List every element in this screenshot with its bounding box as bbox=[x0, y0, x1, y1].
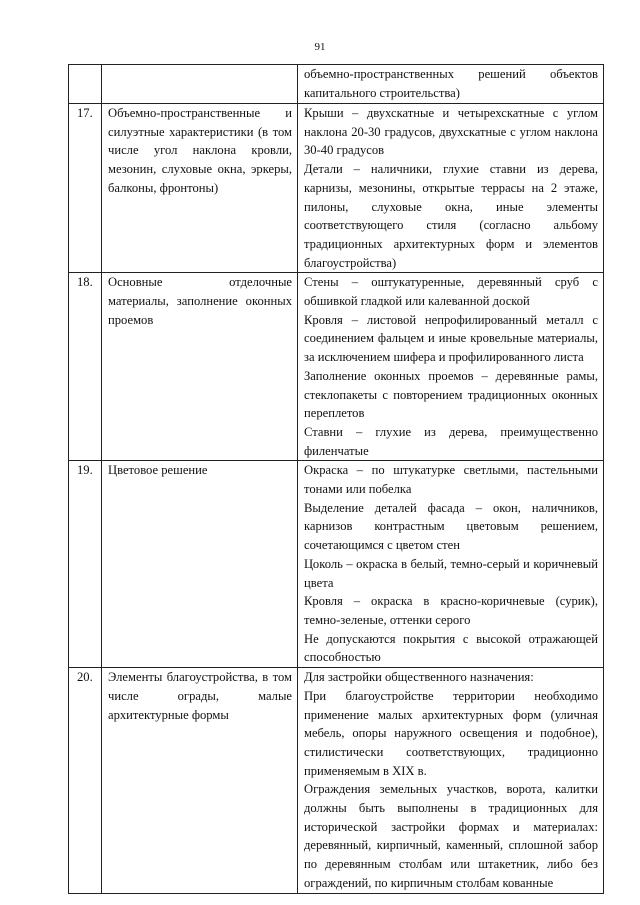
row-number: 19. bbox=[69, 461, 102, 668]
table-row bbox=[69, 273, 604, 461]
row-characteristic bbox=[102, 104, 298, 273]
table-row bbox=[69, 461, 604, 668]
requirement-paragraph: Ставни – глухие из дерева, преимущественно филенчатые bbox=[304, 424, 598, 458]
row-characteristic bbox=[102, 273, 298, 461]
row-requirements bbox=[298, 104, 604, 273]
requirement-paragraph: Цоколь – окраска в белый, темно-серый и коричневый цвета bbox=[304, 556, 598, 590]
requirements-table bbox=[68, 64, 604, 894]
requirement-paragraph: Кровля – окраска в красно-коричневые (сурик), темно-зеленые, оттенки серого bbox=[304, 594, 598, 627]
requirement-paragraph: Окраска – по штукатурке светлыми, пастельными тонами или побелка bbox=[304, 463, 598, 497]
requirement-paragraph: Не допускаются покрытия с высокой отражающей способностью bbox=[304, 631, 598, 665]
row-number: 20. bbox=[69, 668, 102, 893]
requirement-paragraph: объемно-пространственных решений объектов капитального строительства) bbox=[304, 67, 598, 100]
row-number: 17. bbox=[69, 104, 102, 273]
requirement-paragraph: Кровля – листовой непрофилированный металл с соединением фальцем и иные кровельные материалы, за исключением шифера и профилированного листа bbox=[304, 312, 598, 365]
requirement-paragraph: Заполнение оконных проемов – деревянные рамы, стеклопакеты с повторением традиционных оконных переплетов bbox=[304, 368, 598, 421]
row-number bbox=[69, 65, 102, 104]
table-row bbox=[69, 104, 604, 273]
characteristic-text: Элементы благоустройства, в том числе ограды, малые архитектурные формы bbox=[108, 670, 292, 722]
requirement-paragraph: Ограждения земельных участков, ворота, калитки должны быть выполнены в традиционных для исторической застройки формах и материалах: деревянный, кирпичный, каменный, сплошной забор по деревянным столбам или штакетник, либо без ограждений, по кирпичным столбам кованные bbox=[304, 782, 598, 890]
requirement-paragraph: Для застройки общественного назначения: bbox=[304, 670, 534, 685]
row-requirements bbox=[298, 65, 604, 104]
page-number: 91 bbox=[314, 41, 326, 53]
requirement-paragraph: Детали – наличники, глухие ставни из дерева, карнизы, мезонины, открытые террасы на 2 этаже, пилоны, слуховые окна, иные элементы соответствующего стиля (согласно альбому традиционных архитектурных форм и элементов благоустройства) bbox=[304, 162, 598, 270]
requirement-paragraph: Выделение деталей фасада – окон, наличников, карнизов контрастным цветовым решением, сочетающимся с цветом стен bbox=[304, 500, 598, 553]
characteristic-text: Объемно-пространственные и силуэтные характеристики (в том числе угол наклона кровли, мезонин, слуховые окна, эркеры, балконы, фронтоны) bbox=[108, 106, 292, 195]
row-requirements bbox=[298, 461, 604, 668]
row-characteristic bbox=[102, 65, 298, 104]
characteristic-text: Основные отделочные материалы, заполнение оконных проемов bbox=[108, 275, 292, 327]
table-row bbox=[69, 668, 604, 893]
row-characteristic bbox=[102, 668, 298, 893]
row-requirements bbox=[298, 273, 604, 461]
requirement-paragraph: При благоустройстве территории необходимо применение малых архитектурных форм (уличная мебель, опоры наружного освещения и подобное), стилистически соответствующих, традиционно применяемым в XIX в. bbox=[304, 688, 598, 778]
table-row bbox=[69, 65, 604, 104]
requirement-paragraph: Крыши – двухскатные и четырехскатные с углом наклона 20-30 градусов, двухскатные с углом наклона 30-40 градусов bbox=[304, 106, 598, 158]
row-requirements bbox=[298, 668, 604, 893]
requirement-paragraph: Стены – оштукатуренные, деревянный сруб с обшивкой гладкой или калеванной доской bbox=[304, 275, 598, 309]
row-characteristic bbox=[102, 461, 298, 668]
characteristic-text: Цветовое решение bbox=[108, 463, 208, 478]
row-number: 18. bbox=[69, 273, 102, 461]
